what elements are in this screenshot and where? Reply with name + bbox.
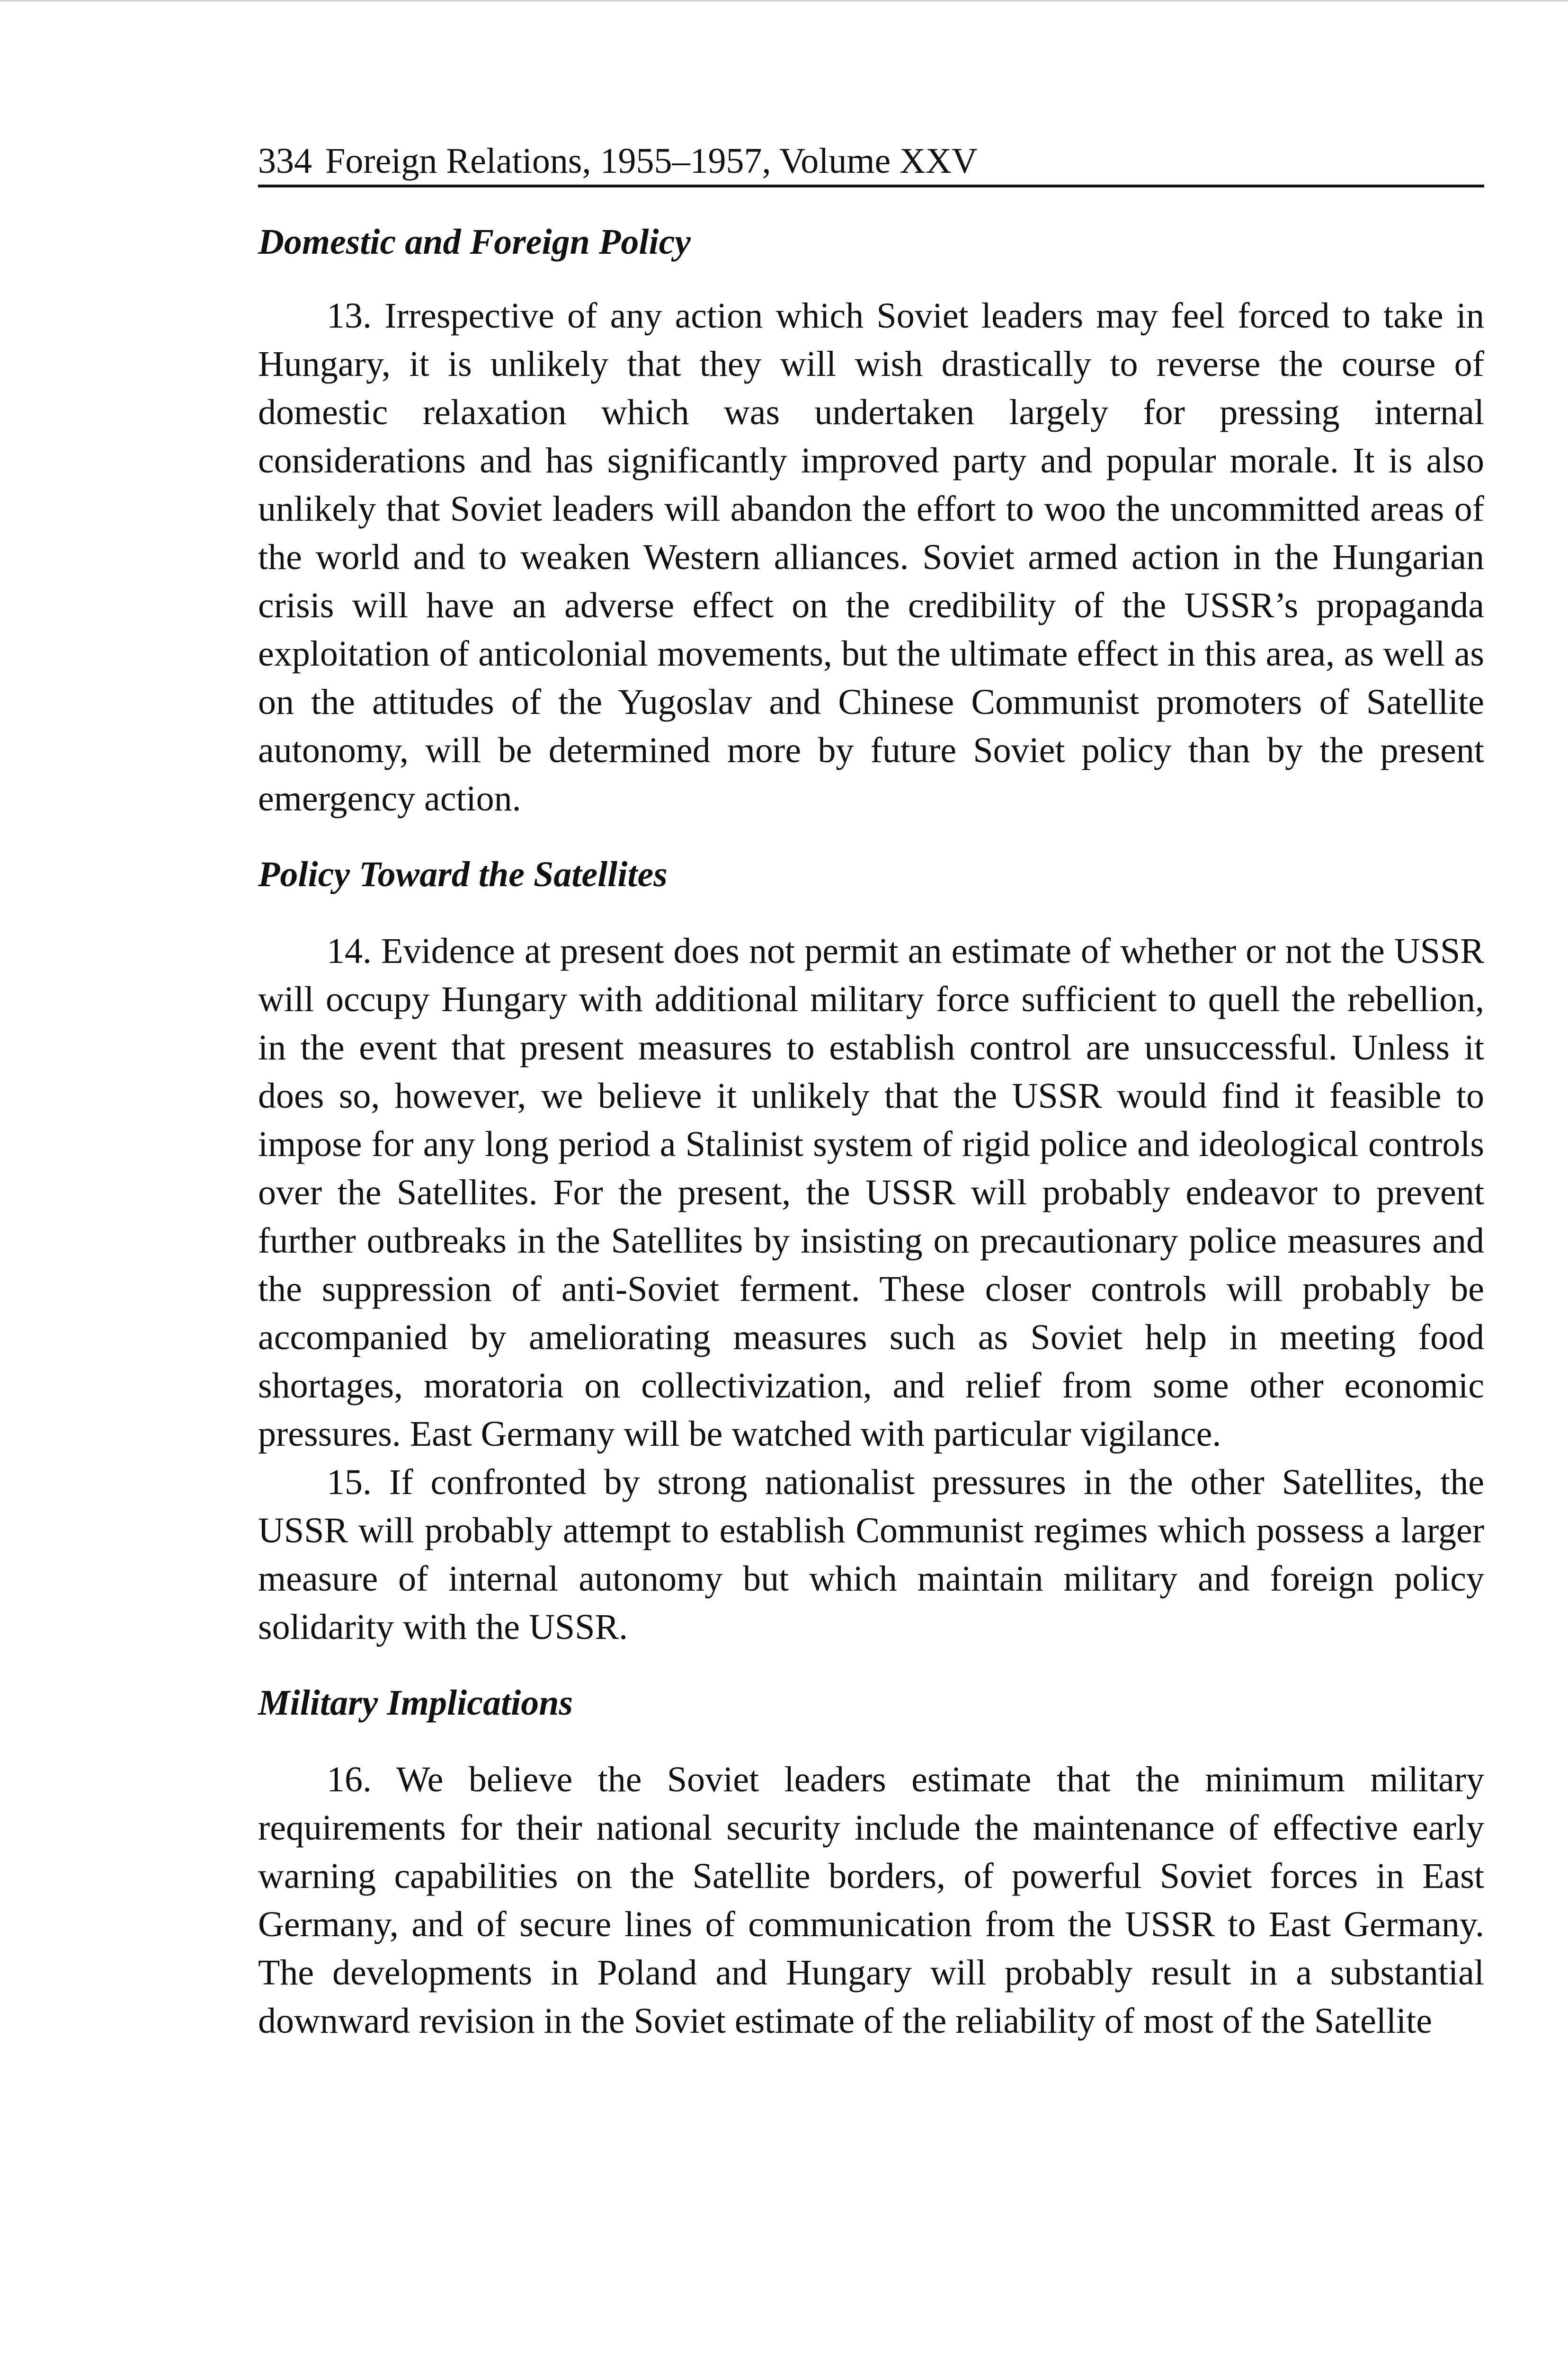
book-page	[258, 137, 1484, 2045]
paragraph-13: 13. Irrespective of any action which Soviet leaders may feel forced to take in Hungary, it is unlikely that they will wish drastically to reverse the course of domestic relaxation which was undertaken largely for pressing internal considerations and has significantly improved party and popular morale. It is also unlikely that Soviet leaders will abandon the effort to woo the uncommitted areas of the world and to weaken Western alliances. Soviet armed action in the Hungarian crisis will have an adverse effect on the credibility of the USSR’s propaganda exploitation of anticolonial movements, but the ultimate effect in this area, as well as on the attitudes of the Yugoslav and Chinese Communist promoters of Satellite autonomy, will be determined more by future Soviet policy than by the present emergency action.	[258, 296, 1484, 819]
running-header	[258, 137, 1484, 187]
scan-top-edge	[0, 0, 1568, 1]
section-heading-policy-toward-satellites: Policy Toward the Satellites	[258, 854, 668, 894]
page-number: 334	[258, 141, 312, 181]
section-heading-military-implications: Military Implications	[258, 1683, 573, 1723]
paragraph-15: 15. If confronted by strong nationalist pressures in the other Satellites, the USSR will probably attempt to establish Communist regimes which possess a larger measure of internal autonomy but which maintain military and foreign policy solidarity with the USSR.	[258, 1462, 1484, 1647]
section-heading-domestic-foreign-policy: Domestic and Foreign Policy	[258, 222, 691, 262]
paragraph-16: 16. We believe the Soviet leaders estimate that the minimum military requirements for their national security include the maintenance of effective early warning capabilities on the Satellite borders, of powerful Soviet forces in East Germany, and of secure lines of communication from the USSR to East Germany. The developments in Poland and Hungary will probably result in a substantial downward revision in the Soviet estimate of the reliability of most of the Satellite	[258, 1760, 1484, 2041]
paragraph-14: 14. Evidence at present does not permit an estimate of whether or not the USSR will occupy Hungary with additional military force sufficient to quell the rebellion, in the event that present measures to establish control are unsuccessful. Unless it does so, however, we believe it unlikely that the USSR would find it feasible to impose for any long period a Stalinist system of rigid police and ideological controls over the Satellites. For the present, the USSR will probably endeavor to prevent further outbreaks in the Satellites by insisting on precautionary police measures and the suppression of anti-Soviet ferment. These closer controls will probably be accompanied by ameliorating measures such as Soviet help in meeting food shortages, moratoria on collectivization, and relief from some other economic pressures. East Germany will be watched with particular vigilance.	[258, 931, 1484, 1454]
running-title: Foreign Relations, 1955–1957, Volume XXV	[325, 141, 978, 181]
